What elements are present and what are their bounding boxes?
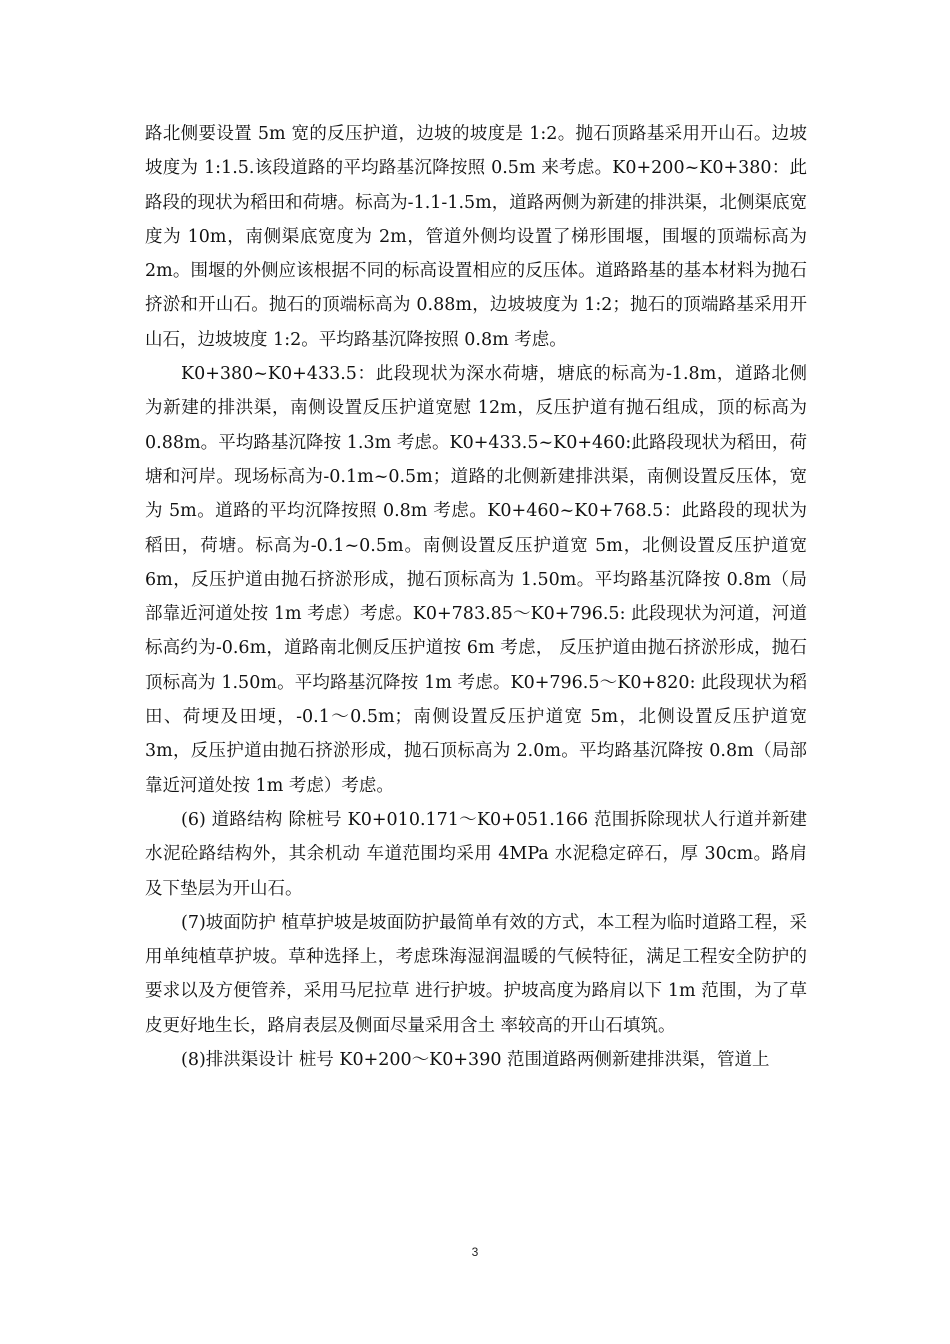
- paragraph-drainage-channel: (8)排洪渠设计 桩号 K0+200～K0+390 范围道路两侧新建排洪渠，管道上: [181, 1050, 770, 1071]
- paragraph-road-structure: (6) 道路结构 除桩号 K0+010.171～K0+051.166 范围拆除现状人行道并新建水泥砼路结构外，其余机动 车道范围均采用 4MPa 水泥稳定碎石，厚 30cm。路肩及下垫层为开山石。: [145, 809, 807, 899]
- paragraph-slope-protection: (7)坡面防护 植草护坡是坡面防护最简单有效的方式，本工程为临时道路工程，采用单纯植草护坡。草种选择上，考虑珠海湿润温暖的气候特征，满足工程安全防护的要求以及方便管养，采用马尼拉草 进行护坡。护坡高度为路肩以下 1m 范围，为了草皮更好地生长，路肩表层及侧面尽量采用含土 率较高的开山石填筑。: [145, 912, 807, 1036]
- paragraph-roadbed-k0-200: 路北侧要设置 5m 宽的反压护道，边坡的坡度是 1:2。抛石顶路基采用开山石。边坡坡度为 1:1.5.该段道路的平均路基沉降按照 0.5m 来考虑。K0+200~K0+380：此路段的现状为稻田和荷塘。标高为-1.1-1.5m，道路两侧为新建的排洪渠，北侧渠底宽度为 10m，南侧渠底宽度为 2m，管道外侧均设置了梯形围堰，围堰的顶端标高为 2m。围堰的外侧应该根据不同的标高设置相应的反压体。道路路基的基本材料为抛石挤淤和开山石。抛石的顶端标高为 0.88m，边坡坡度为 1:2；抛石的顶端路基采用开山石，边坡坡度 1:2。平均路基沉降按照 0.8m 考虑。: [145, 124, 807, 350]
- page-number: 3: [471, 1245, 479, 1259]
- document-body: [145, 117, 807, 1077]
- paragraph-roadbed-k0-380: K0+380~K0+433.5：此段现状为深水荷塘，塘底的标高为-1.8m，道路北侧为新建的排洪渠，南侧设置反压护道宽慰 12m，反压护道有抛石组成，顶的标高为 0.88m。平均路基沉降按 1.3m 考虑。K0+433.5~K0+460:此路段现状为稻田，荷塘和河岸。现场标高为-0.1m~0.5m；道路的北侧新建排洪渠，南侧设置反压体，宽为 5m。道路的平均沉降按照 0.8m 考虑。K0+460~K0+768.5：此路段的现状为稻田，荷塘。标高为-0.1~0.5m。南侧设置反压护道宽 5m，北侧设置反压护道宽 6m，反压护道由抛石挤淤形成，抛石顶标高为 1.50m。平均路基沉降按 0.8m（局部靠近河道处按 1m 考虑）考虑。K0+783.85～K0+796.5: 此段现状为河道，河道标高约为-0.6m，道路南北侧反压护道按 6m 考虑， 反压护道由抛石挤淤形成，抛石顶标高为 1.50m。平均路基沉降按 1m 考虑。K0+796.5～K0+820: 此段现状为稻田、荷埂及田埂，-0.1～0.5m；南侧设置反压护道宽 5m，北侧设置反压护道宽 3m，反压护道由抛石挤淤形成，抛石顶标高为 2.0m。平均路基沉降按 0.8m（局部靠近河道处按 1m 考虑）考虑。: [145, 364, 807, 796]
